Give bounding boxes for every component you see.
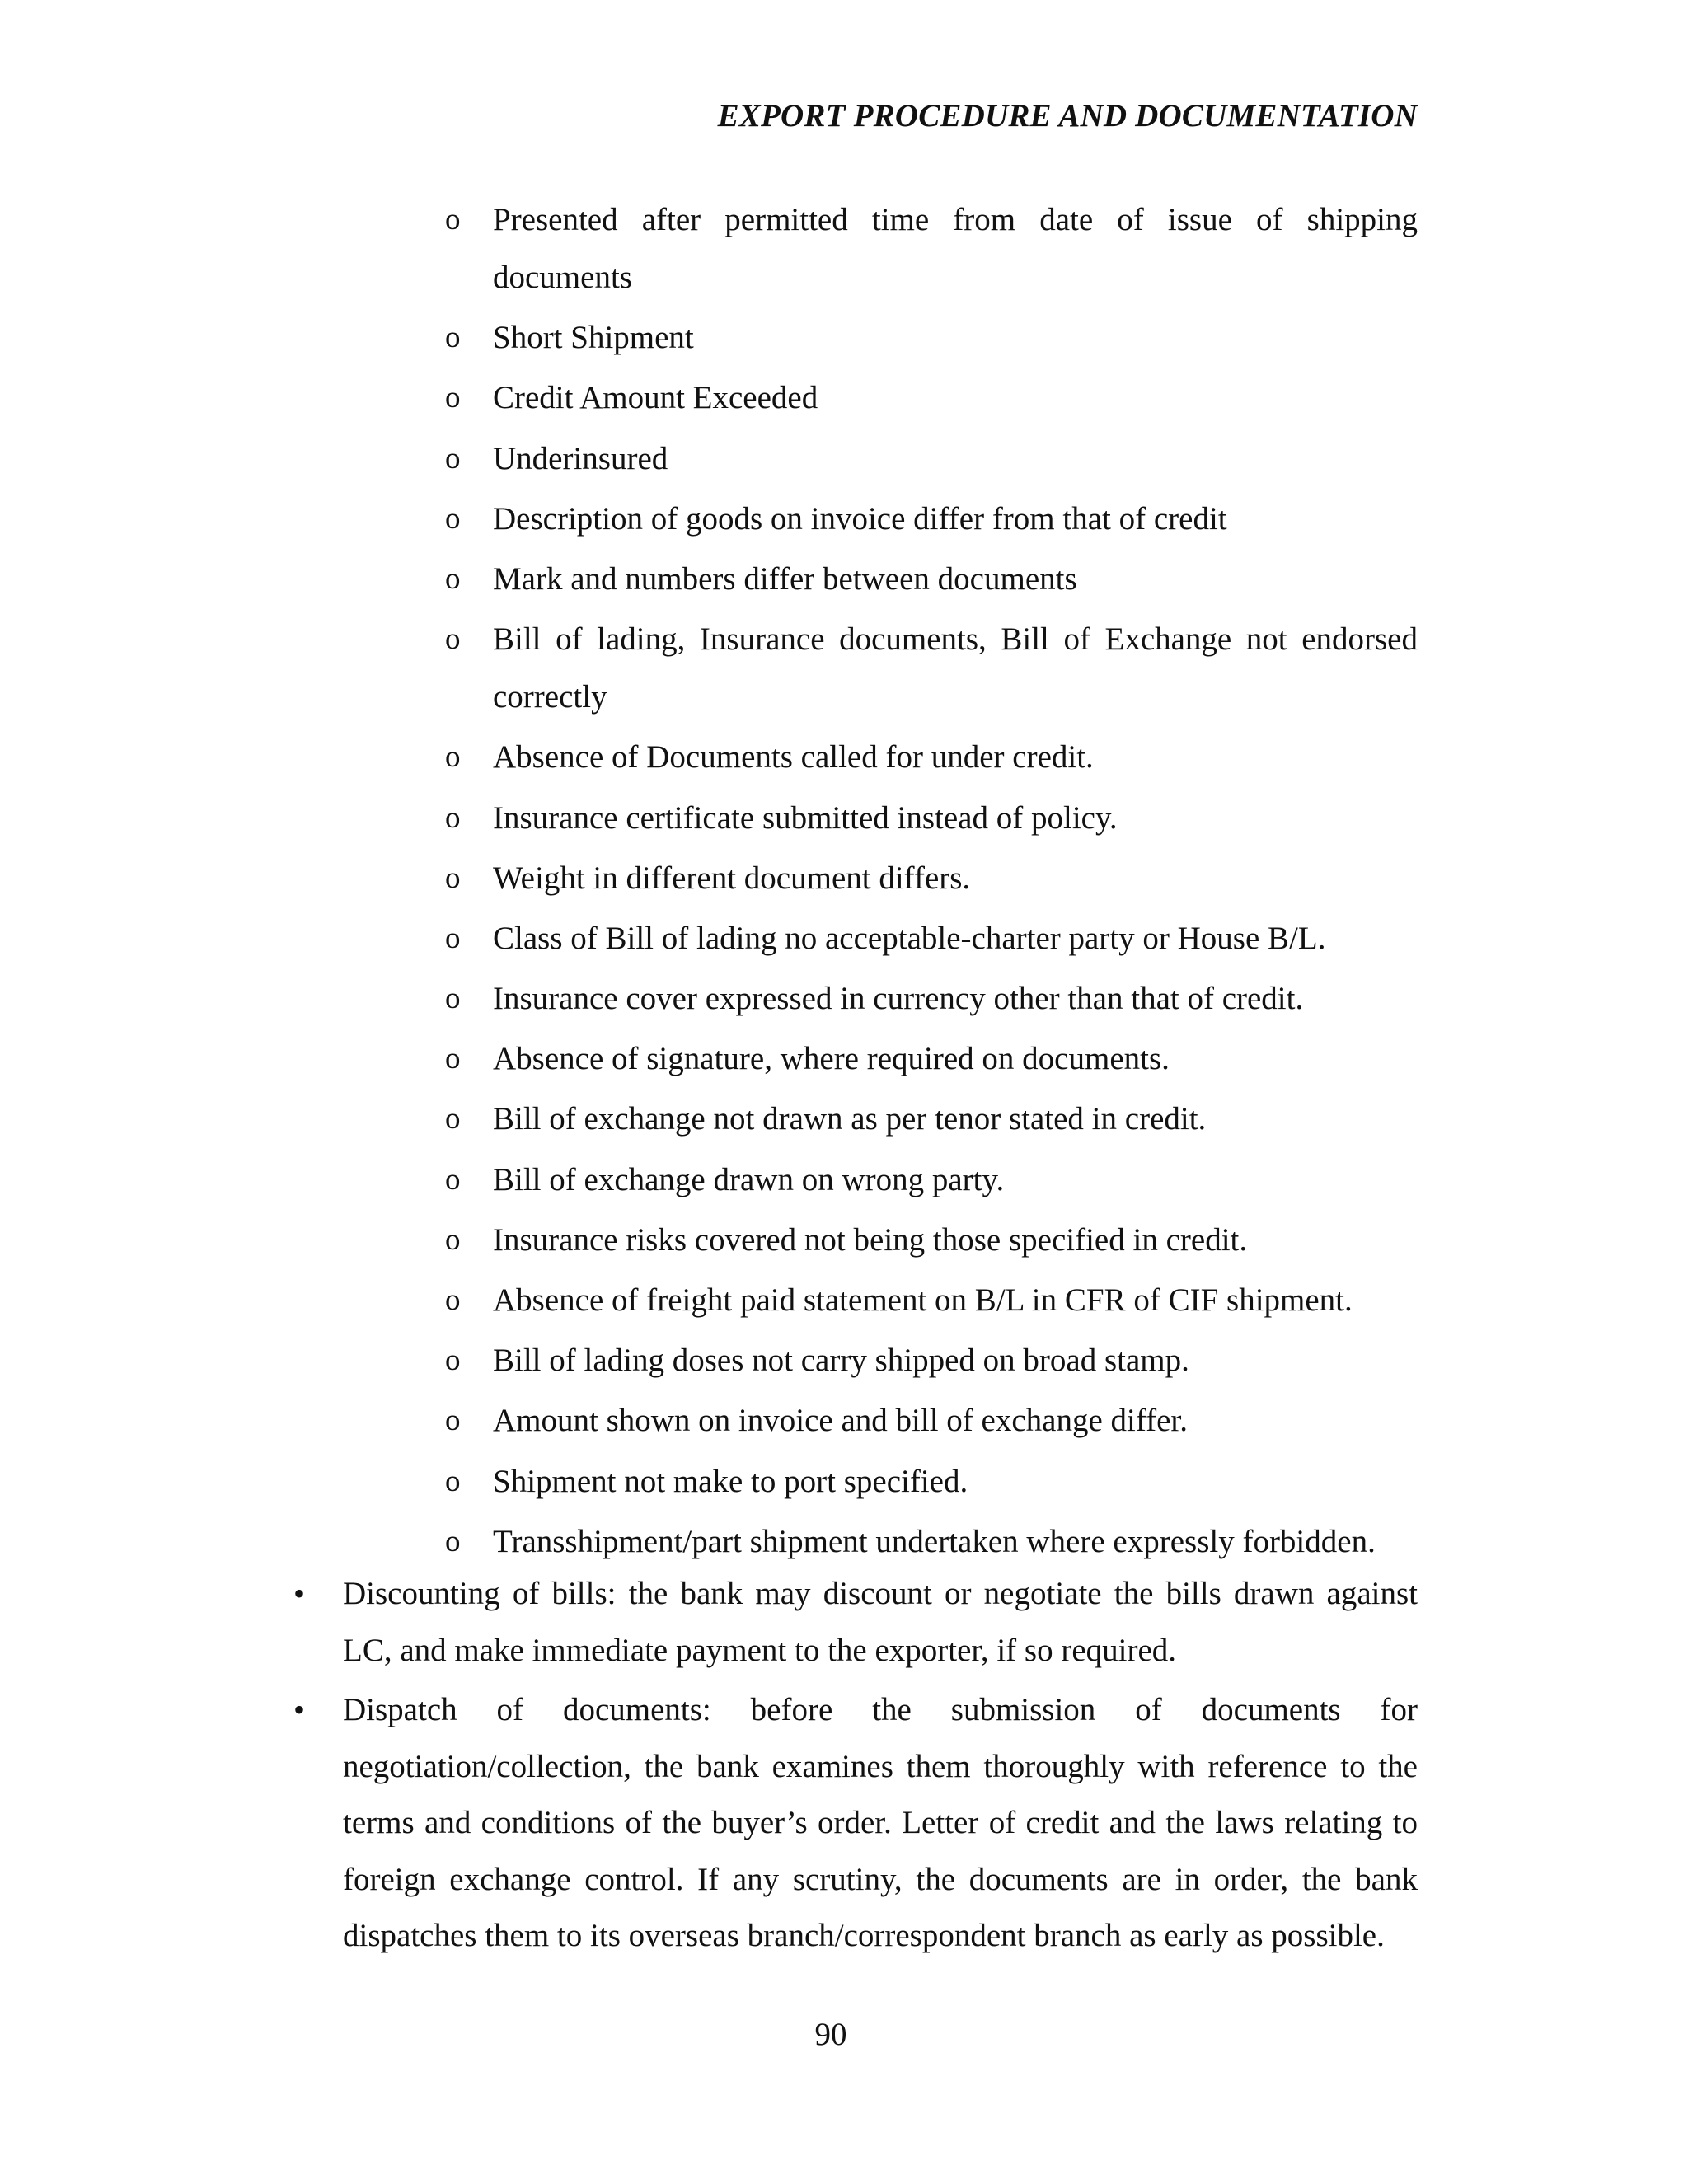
list-item-text: Transshipment/part shipment undertaken where expressly forbidden. xyxy=(493,1523,1376,1559)
hollow-bullet-icon: o xyxy=(445,561,461,596)
list-item xyxy=(442,729,1418,786)
list-item-text: Short Shipment xyxy=(493,320,694,356)
list-item xyxy=(442,191,1418,307)
list-item-text: Class of Bill of lading no acceptable-charter party or House B/L. xyxy=(493,920,1326,956)
list-item-text: Underinsured xyxy=(493,440,668,476)
list-item-text: Bill of exchange not drawn as per tenor stated in credit. xyxy=(493,1101,1207,1137)
hollow-bullet-icon: o xyxy=(445,1404,461,1438)
list-item-text: Presented after permitted time from date of issue of shipping documents xyxy=(493,202,1418,295)
hollow-bullet-icon: o xyxy=(445,740,461,775)
list-item xyxy=(442,309,1418,367)
hollow-bullet-icon: o xyxy=(445,203,461,237)
list-item-text: Shipment not make to port specified. xyxy=(493,1463,968,1499)
list-item-text: Mark and numbers differ between documents xyxy=(493,560,1077,597)
hollow-bullet-icon: o xyxy=(445,1343,461,1378)
list-item xyxy=(442,430,1418,488)
list-item xyxy=(442,369,1418,427)
list-item-text: Bill of exchange drawn on wrong party. xyxy=(493,1161,1005,1197)
list-item xyxy=(442,1212,1418,1269)
filled-bullet-icon: • xyxy=(293,1691,306,1728)
list-item-text: Bill of lading doses not carry shipped on broad stamp. xyxy=(493,1343,1189,1379)
hollow-bullet-icon: o xyxy=(445,982,461,1016)
list-item-text: Insurance cover expressed in currency other than that of credit. xyxy=(493,981,1304,1017)
hollow-bullet-icon: o xyxy=(445,1283,461,1317)
main-bullet-list xyxy=(290,1566,1418,1968)
bullet-point-discounting-of-bills xyxy=(290,1566,1418,1679)
hollow-bullet-icon: o xyxy=(445,1524,461,1558)
list-item xyxy=(442,1453,1418,1511)
list-item-text: Credit Amount Exceeded xyxy=(493,380,818,416)
list-item-text: Insurance risks covered not being those specified in credit. xyxy=(493,1221,1248,1258)
hollow-bullet-icon: o xyxy=(445,921,461,955)
hollow-bullet-icon: o xyxy=(445,860,461,895)
list-item xyxy=(442,1030,1418,1088)
list-item xyxy=(442,850,1418,907)
list-item xyxy=(442,1151,1418,1209)
filled-bullet-icon: • xyxy=(293,1575,306,1612)
hollow-bullet-icon: o xyxy=(445,1042,461,1076)
hollow-bullet-icon: o xyxy=(445,800,461,835)
hollow-bullet-icon: o xyxy=(445,381,461,415)
hollow-bullet-icon: o xyxy=(445,1464,461,1498)
hollow-bullet-icon: o xyxy=(445,501,461,536)
list-item-text: Absence of freight paid statement on B/L in CFR of CIF shipment. xyxy=(493,1282,1353,1318)
hollow-bullet-icon: o xyxy=(445,321,461,355)
list-item-text: Amount shown on invoice and bill of exchange differ. xyxy=(493,1403,1189,1439)
list-item-text: Absence of Documents called for under credit. xyxy=(493,739,1094,776)
running-header: EXPORT PROCEDURE AND DOCUMENTATION xyxy=(717,98,1418,134)
list-item-text: Weight in different document differs. xyxy=(493,860,971,896)
list-item xyxy=(442,970,1418,1028)
bullet-point-dispatch-of-documents xyxy=(290,1682,1418,1965)
list-item xyxy=(442,1272,1418,1329)
hollow-bullet-icon: o xyxy=(445,622,461,657)
page-number: 90 xyxy=(814,2017,847,2052)
list-item xyxy=(442,490,1418,548)
list-item xyxy=(442,1332,1418,1390)
list-item xyxy=(442,910,1418,968)
list-item xyxy=(442,790,1418,847)
list-item xyxy=(442,611,1418,726)
bullet-point-text: Dispatch of documents: before the submission of documents for negotiation/collection, the bank examines them thoroughly with reference to the terms and conditions of the buyer’s order. Letter of credit and the laws relating to foreign exchange control. If any scrutiny, the documents are in order, the bank dispatches them to its overseas branch/correspondent branch as early as possible. xyxy=(343,1692,1418,1953)
list-item xyxy=(442,1513,1418,1571)
bullet-point-text: Discounting of bills: the bank may discount or negotiate the bills drawn against LC, and make immediate payment to the exporter, if so required. xyxy=(343,1576,1418,1668)
hollow-bullet-icon: o xyxy=(445,441,461,476)
hollow-bullet-icon: o xyxy=(445,1162,461,1197)
hollow-bullet-icon: o xyxy=(445,1102,461,1137)
list-item xyxy=(442,1392,1418,1450)
list-item-text: Description of goods on invoice differ from that of credit xyxy=(493,500,1227,537)
discrepancy-list xyxy=(442,191,1418,1573)
list-item xyxy=(442,551,1418,608)
list-item-text: Insurance certificate submitted instead of policy. xyxy=(493,799,1118,836)
list-item-text: Bill of lading, Insurance documents, Bill of Exchange not endorsed correctly xyxy=(493,621,1418,715)
list-item-text: Absence of signature, where required on documents. xyxy=(493,1041,1170,1077)
hollow-bullet-icon: o xyxy=(445,1222,461,1257)
list-item xyxy=(442,1090,1418,1148)
